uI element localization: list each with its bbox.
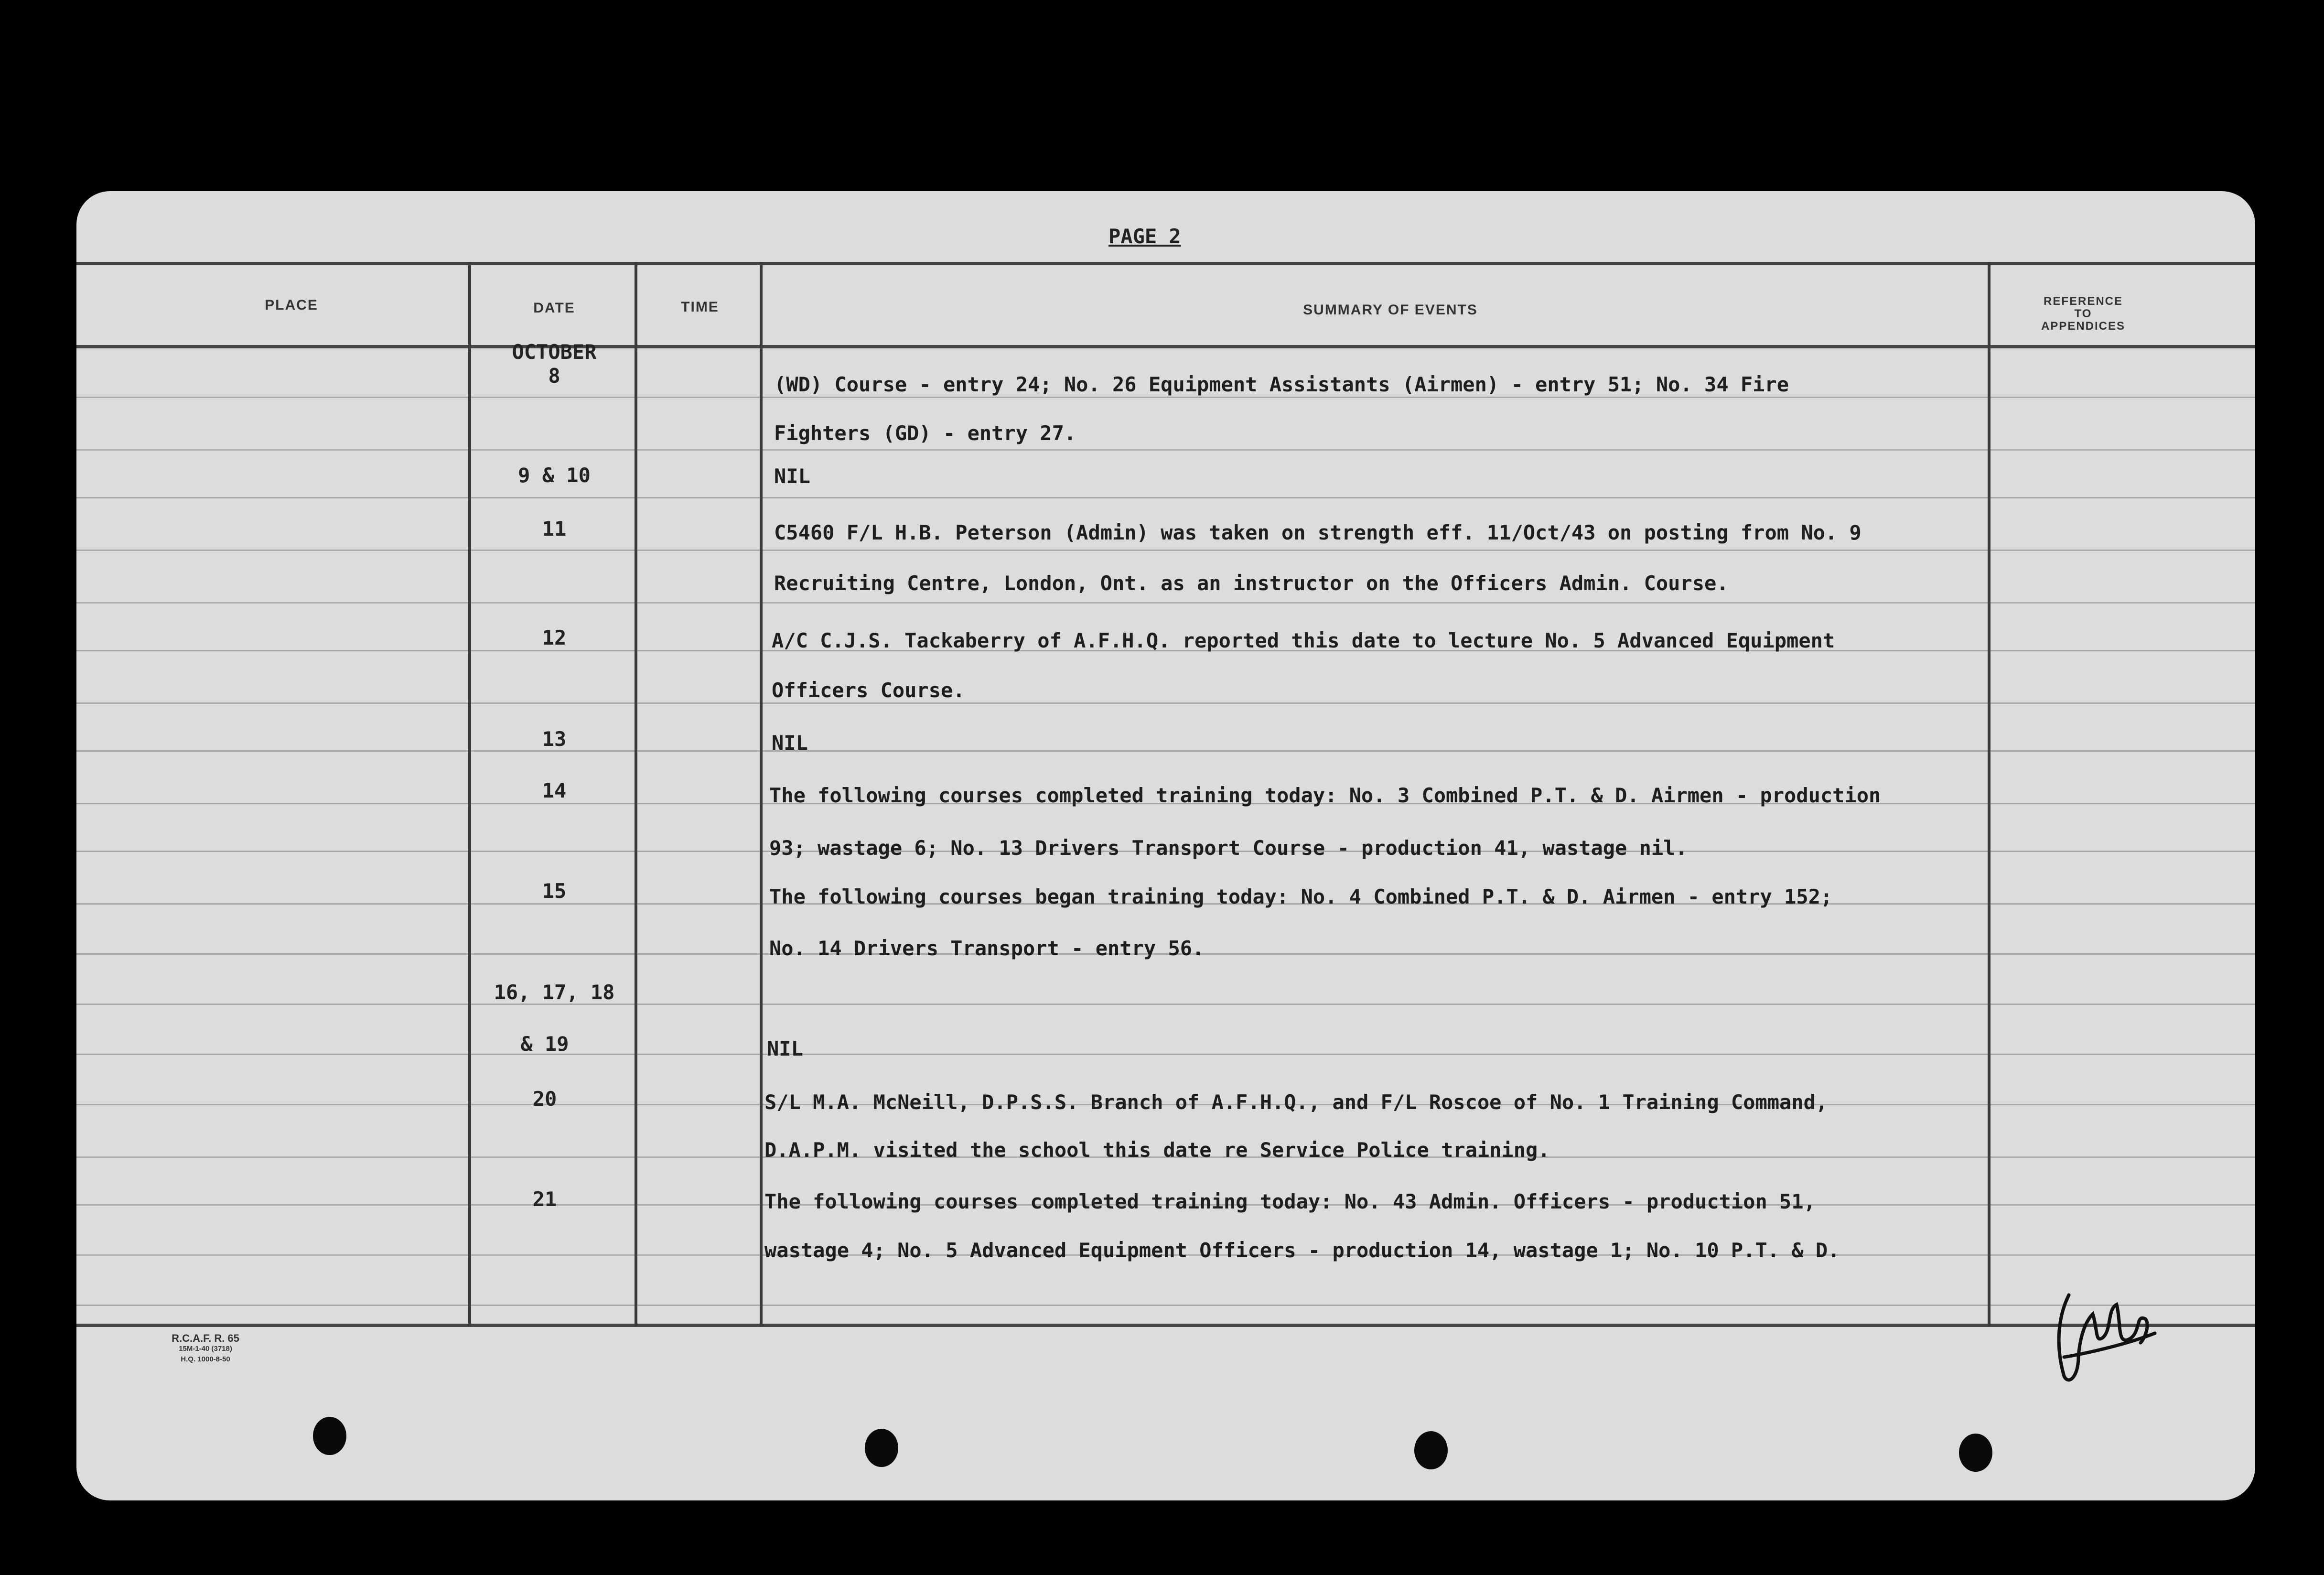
header-summary: SUMMARY OF EVENTS [1303,302,1478,318]
date-cell: 21 [532,1187,557,1211]
diary-card [76,191,2255,1500]
date-cell: 13 [542,727,567,751]
date-cell: 15 [542,879,567,903]
header-reference-line: REFERENCE [2043,295,2123,308]
header-bottom-border [76,345,2255,348]
header-reference-line: APPENDICES [2041,320,2126,333]
punch-hole [1414,1431,1448,1469]
date-cell: OCTOBER [512,340,597,364]
summary-line: A/C C.J.S. Tackaberry of A.F.H.Q. reported this date to lecture No. 5 Advanced Equipment [772,629,1835,652]
form-code-line: 15M-1-40 (3718) [179,1345,232,1353]
summary-line: S/L M.A. McNeill, D.P.S.S. Branch of A.F.H.Q., and F/L Roscoe of No. 1 Training Command, [764,1090,1828,1114]
rule-line [76,602,2255,604]
column-divider [1988,262,1990,1327]
rule-line [76,449,2255,451]
punch-hole [1959,1434,1992,1472]
summary-line: NIL [774,464,810,488]
summary-line: D.A.P.M. visited the school this date re Service Police training. [764,1138,1550,1162]
date-cell: 11 [542,517,567,540]
column-divider [760,262,763,1327]
form-code [134,1333,277,1365]
header-date: DATE [533,300,575,316]
summary-line: NIL [767,1037,803,1060]
summary-line: Fighters (GD) - entry 27. [774,421,1076,445]
rule-line [76,1003,2255,1005]
rule-line [76,702,2255,704]
rule-line [76,497,2255,498]
summary-line: (WD) Course - entry 24; No. 26 Equipment Assistants (Airmen) - entry 51; No. 34 Fire [774,373,1789,396]
rule-line [76,1054,2255,1055]
date-cell: 20 [532,1087,557,1111]
summary-line: C5460 F/L H.B. Peterson (Admin) was taken on strength eff. 11/Oct/43 on posting from No. 9 [774,521,1861,544]
rule-line [76,397,2255,398]
date-cell: & 19 [520,1032,569,1056]
date-cell: 14 [542,779,567,802]
header-reference-line: TO [2074,307,2092,320]
table-top-border [76,262,2255,265]
header-place: PLACE [265,297,318,313]
form-code-line: R.C.A.F. R. 65 [172,1332,239,1344]
summary-line: Recruiting Centre, London, Ont. as an instructor on the Officers Admin. Course. [774,572,1729,595]
summary-line: 93; wastage 6; No. 13 Drivers Transport Course - production 41, wastage nil. [769,836,1688,860]
summary-line: No. 14 Drivers Transport - entry 56. [769,937,1205,960]
column-divider [635,262,637,1327]
summary-line: The following courses completed training today: No. 3 Combined P.T. & D. Airmen - production [769,784,1881,807]
rule-line [76,750,2255,752]
date-cell: 12 [542,626,567,649]
form-code-line: H.Q. 1000-8-50 [181,1355,230,1363]
rule-line [76,550,2255,551]
summary-line: Officers Course. [772,679,965,702]
summary-line: The following courses completed training today: No. 43 Admin. Officers - production 51, [764,1190,1816,1213]
handwritten-signature [2050,1285,2160,1391]
date-cell: 16, 17, 18 [494,981,615,1004]
summary-line: wastage 4; No. 5 Advanced Equipment Officers - production 14, wastage 1; No. 10 P.T. & D. [764,1239,1840,1262]
date-cell: 9 & 10 [518,464,591,487]
page-title: PAGE 2 [1108,225,1181,248]
header-reference [1992,295,2174,333]
column-divider [468,262,471,1327]
header-time: TIME [681,299,719,315]
date-cell: 8 [548,364,560,388]
summary-line: The following courses began training today: No. 4 Combined P.T. & D. Airmen - entry 152; [769,885,1833,908]
punch-hole [865,1429,898,1467]
table-bottom-border [76,1324,2255,1327]
rule-line [76,1305,2255,1306]
punch-hole [313,1417,346,1455]
summary-line: NIL [772,731,808,755]
